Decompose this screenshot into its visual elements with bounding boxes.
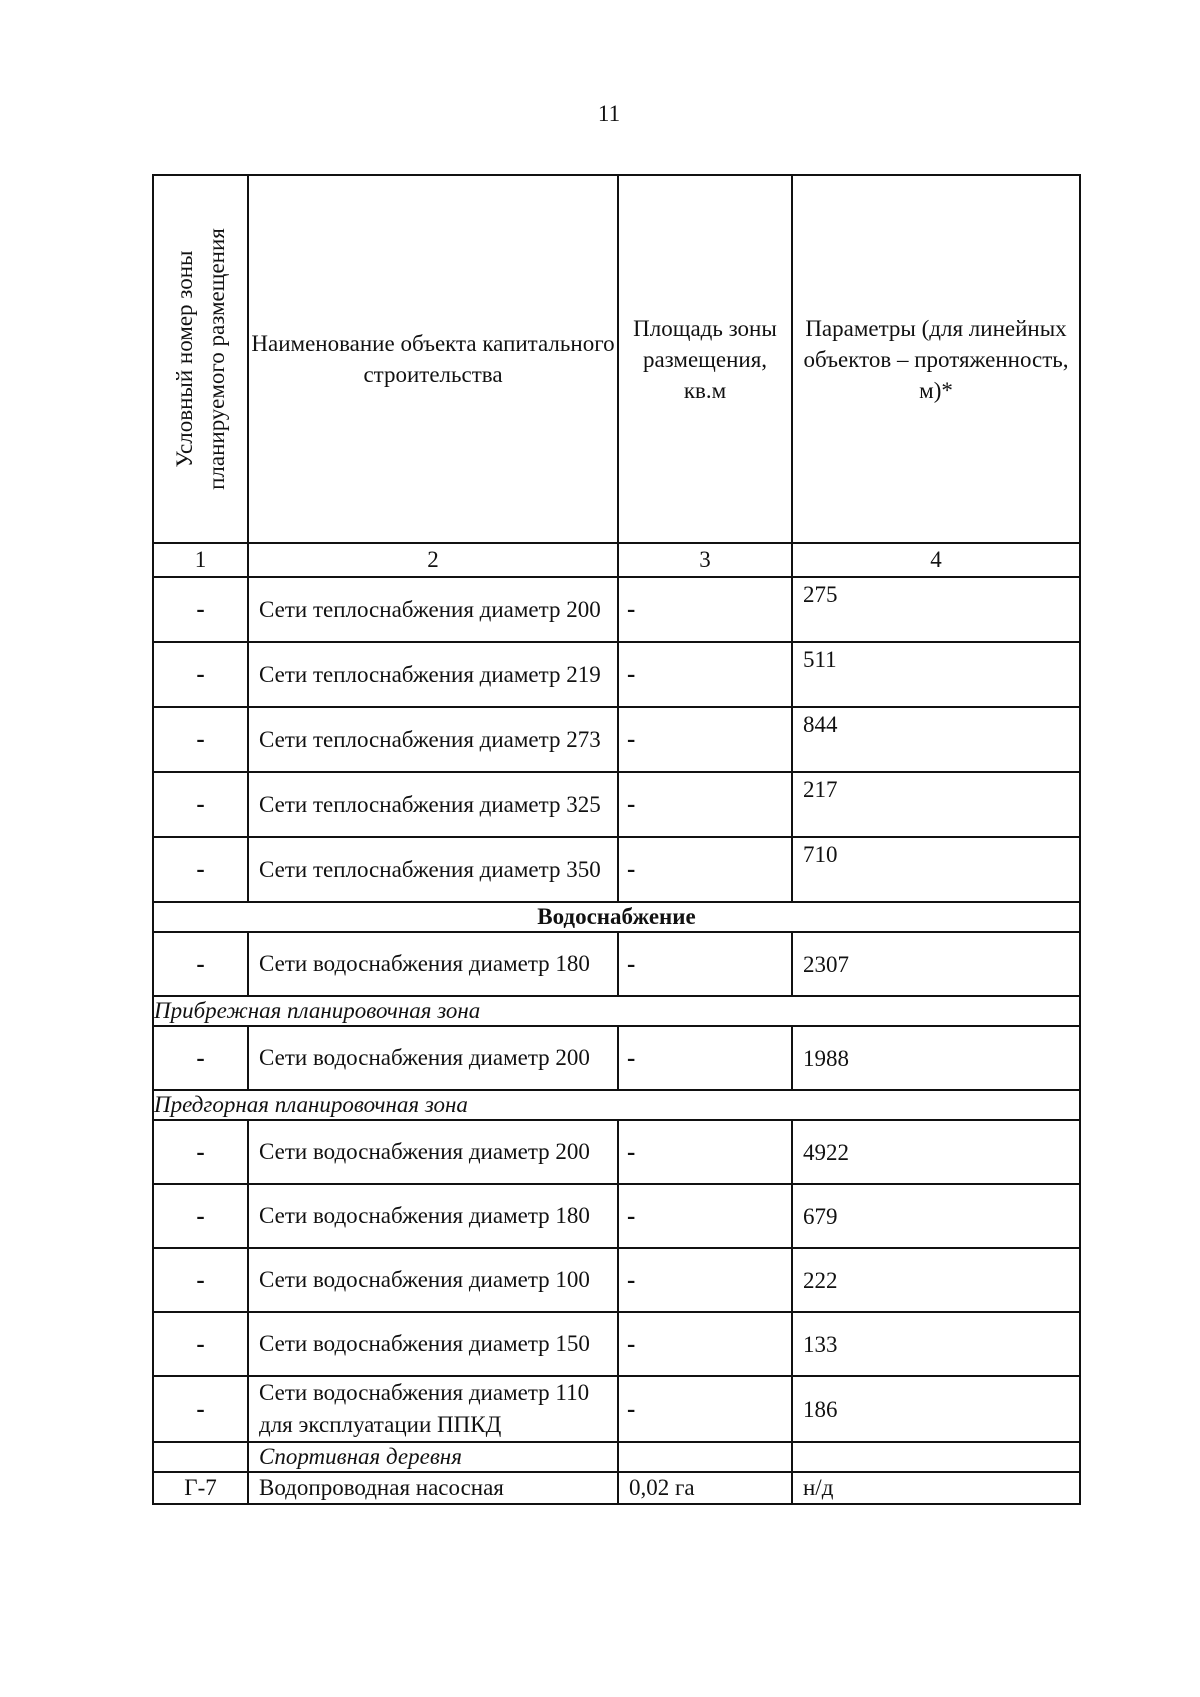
table-row: [153, 1120, 1080, 1184]
header-zone-number: [153, 175, 248, 543]
parameter-cell: 679: [792, 1184, 1080, 1248]
subgroup-row-sport-village: [153, 1442, 1080, 1472]
table-row: [153, 932, 1080, 996]
area-cell: -: [618, 1248, 792, 1312]
area-cell: -: [618, 642, 792, 707]
empty-cell: [153, 1442, 248, 1472]
parameter-cell: 844: [792, 707, 1080, 772]
section-heading: Водоснабжение: [153, 902, 1080, 932]
parameter-cell: 4922: [792, 1120, 1080, 1184]
parameter-cell: 217: [792, 772, 1080, 837]
header-parameters: Параметры (для линейных объектов – протяженность, м)*: [792, 175, 1080, 543]
column-number: 4: [792, 543, 1080, 577]
column-number: 1: [153, 543, 248, 577]
parameter-cell: 710: [792, 837, 1080, 902]
area-cell: -: [618, 772, 792, 837]
parameter-cell: 2307: [792, 932, 1080, 996]
zone-number-cell: -: [153, 1026, 248, 1090]
parameter-cell: 186: [792, 1376, 1080, 1442]
area-cell: -: [618, 1120, 792, 1184]
zone-number-cell: -: [153, 772, 248, 837]
zone-row-foothill: [153, 1090, 1080, 1120]
zone-number-cell: -: [153, 1184, 248, 1248]
table-row: [153, 1184, 1080, 1248]
table-row: [153, 1026, 1080, 1090]
parameter-cell: 511: [792, 642, 1080, 707]
zone-number-cell: -: [153, 1376, 248, 1442]
table-row: [153, 1312, 1080, 1376]
zone-number-cell: Г-7: [153, 1472, 248, 1504]
zone-number-cell: -: [153, 1248, 248, 1312]
area-cell: -: [618, 932, 792, 996]
parameter-cell: 275: [792, 577, 1080, 642]
area-cell: -: [618, 1312, 792, 1376]
zone-number-cell: -: [153, 707, 248, 772]
object-name-cell: Сети водоснабжения диаметр 200: [248, 1120, 618, 1184]
table-row: [153, 772, 1080, 837]
table-row: [153, 642, 1080, 707]
zone-number-cell: -: [153, 932, 248, 996]
object-name-cell: Сети теплоснабжения диаметр 325: [248, 772, 618, 837]
zone-heading: Прибрежная планировочная зона: [153, 996, 1080, 1026]
object-name-cell: Сети теплоснабжения диаметр 219: [248, 642, 618, 707]
column-number: 2: [248, 543, 618, 577]
area-cell: -: [618, 837, 792, 902]
object-name-cell: Сети водоснабжения диаметр 110 для эксплуатации ППКД: [248, 1376, 618, 1442]
zone-number-cell: -: [153, 1312, 248, 1376]
empty-cell: [618, 1442, 792, 1472]
object-name-cell: Сети теплоснабжения диаметр 350: [248, 837, 618, 902]
header-object-name: Наименование объекта капитального строительства: [248, 175, 618, 543]
table-row: [153, 1248, 1080, 1312]
table-row: [153, 1376, 1080, 1442]
zone-heading: Предгорная планировочная зона: [153, 1090, 1080, 1120]
area-cell: -: [618, 707, 792, 772]
parameter-cell: н/д: [792, 1472, 1080, 1504]
objects-table: [152, 174, 1081, 1505]
object-name-cell: Сети водоснабжения диаметр 100: [248, 1248, 618, 1312]
table-row: [153, 837, 1080, 902]
object-name-cell: Сети теплоснабжения диаметр 200: [248, 577, 618, 642]
object-name-cell: Сети водоснабжения диаметр 200: [248, 1026, 618, 1090]
table-row: [153, 707, 1080, 772]
section-row-water: [153, 902, 1080, 932]
subgroup-heading: Спортивная деревня: [248, 1442, 618, 1472]
area-cell: -: [618, 577, 792, 642]
table-row: [153, 577, 1080, 642]
zone-number-cell: -: [153, 577, 248, 642]
table-row: [153, 1472, 1080, 1504]
parameter-cell: 1988: [792, 1026, 1080, 1090]
object-name-cell: Сети теплоснабжения диаметр 273: [248, 707, 618, 772]
zone-row-coastal: [153, 996, 1080, 1026]
area-cell: -: [618, 1026, 792, 1090]
page-number: 11: [597, 101, 621, 126]
object-name-cell: Сети водоснабжения диаметр 150: [248, 1312, 618, 1376]
header-area: Площадь зоны размещения, кв.м: [618, 175, 792, 543]
zone-number-cell: -: [153, 642, 248, 707]
empty-cell: [792, 1442, 1080, 1472]
object-name-cell: Сети водоснабжения диаметр 180: [248, 1184, 618, 1248]
parameter-cell: 133: [792, 1312, 1080, 1376]
area-cell: 0,02 га: [618, 1472, 792, 1504]
zone-number-cell: -: [153, 1120, 248, 1184]
area-cell: -: [618, 1184, 792, 1248]
column-numbering-row: [153, 543, 1080, 577]
zone-number-cell: -: [153, 837, 248, 902]
header-zone-number-label: Условный номер зоны планируемого размещения: [171, 228, 229, 490]
object-name-cell: Сети водоснабжения диаметр 180: [248, 932, 618, 996]
object-name-cell: Водопроводная насосная: [248, 1472, 618, 1504]
column-number: 3: [618, 543, 792, 577]
table-header-row: [153, 175, 1080, 543]
area-cell: -: [618, 1376, 792, 1442]
parameter-cell: 222: [792, 1248, 1080, 1312]
